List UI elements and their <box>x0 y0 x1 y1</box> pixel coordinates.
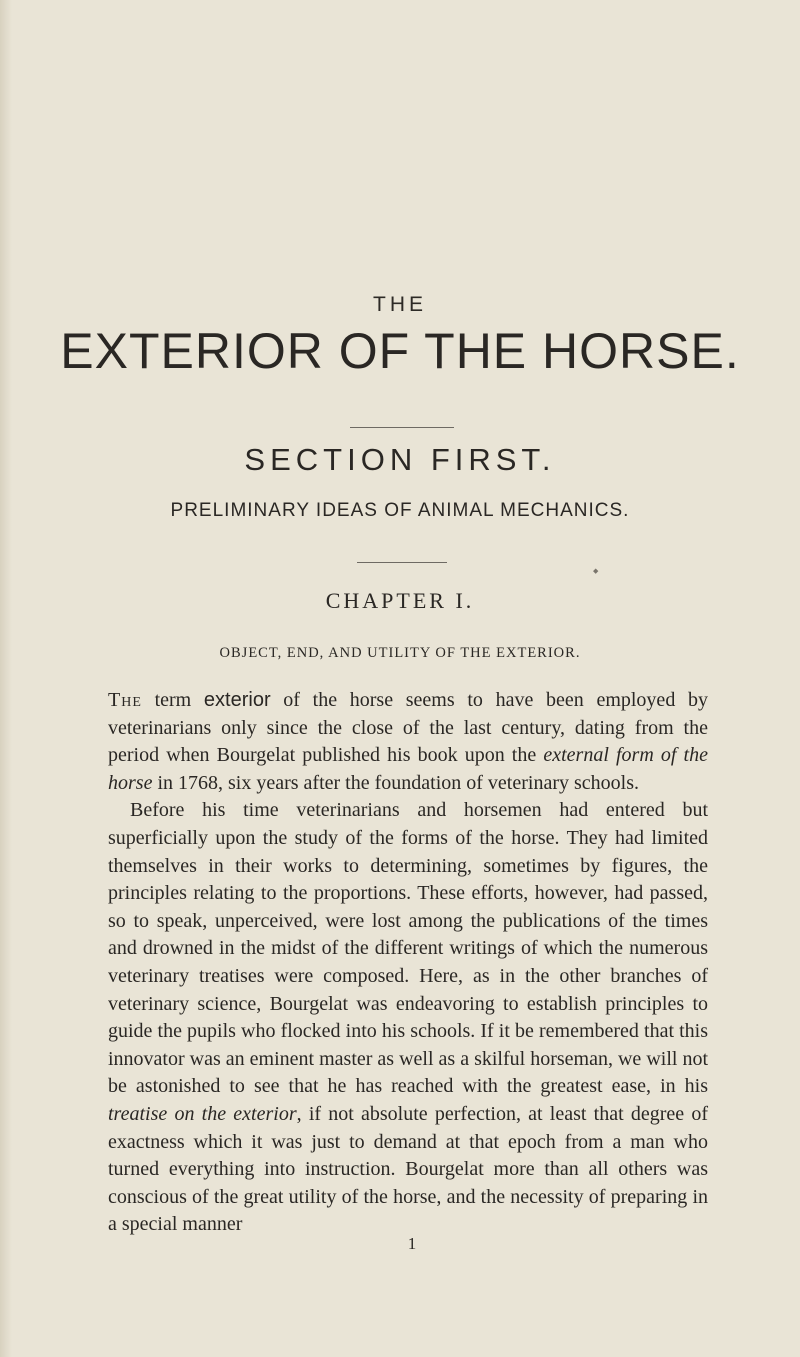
page-edge <box>0 0 12 1357</box>
book-title-italic: external form of the horse <box>108 744 708 794</box>
paragraph: The term exterior of the horse seems to have been employed by veterinarians only since the close of the last century, dating from the period when Bourgelat published his book upon the external form of the horse in 1768, six years after the foundation of veterinary schools. <box>108 689 708 794</box>
divider-rule <box>357 562 447 563</box>
title-prefix: THE <box>373 293 427 316</box>
paragraph: Before his time veterinarians and horsemen had entered but superficially upon the study of the forms of the horse. They had limited themselves in their works to determining, sometimes by figures, the principles relating to the proportions. These efforts, however, had passed, so to speak, unperceived, were lost among the publications of the times and drowned in the midst of the different writings of which the numerous veterinary treatises were composed. Here, as in the other branches of veterinary science, Bourgelat was endeavoring to establish principles to guide the pupils who flocked into his schools. If it be remembered that this innovator was an eminent master as well as a skilful horseman, we will not be astonished to see that he has reached with the greatest ease, in his treatise on the exterior, if not absolute perfection, at least that degree of exactness which it was just to demand at that epoch from a man who turned everything into instruction. Bourgelat more than all others was conscious of the great utility of the horse, and the necessity of preparing in a special manner <box>108 799 709 1236</box>
page-number: 1 <box>407 1234 417 1253</box>
section-subtitle: PRELIMINARY IDEAS OF ANIMAL MECHANICS. <box>170 500 630 521</box>
opening-word: The <box>108 689 142 711</box>
chapter-title: CHAPTER I. <box>325 588 475 613</box>
body-text <box>108 687 708 1239</box>
term-exterior: exterior <box>203 689 271 711</box>
chapter-subtitle: OBJECT, END, AND UTILITY OF THE EXTERIOR. <box>219 645 581 661</box>
section-title: SECTION FIRST. <box>244 442 556 477</box>
ornament-dot-icon: ◆ <box>593 567 599 575</box>
divider-rule <box>350 427 454 428</box>
book-title: EXTERIOR OF THE HORSE. <box>60 323 740 379</box>
treatise-title-italic: treatise on the exterior <box>108 1102 297 1125</box>
